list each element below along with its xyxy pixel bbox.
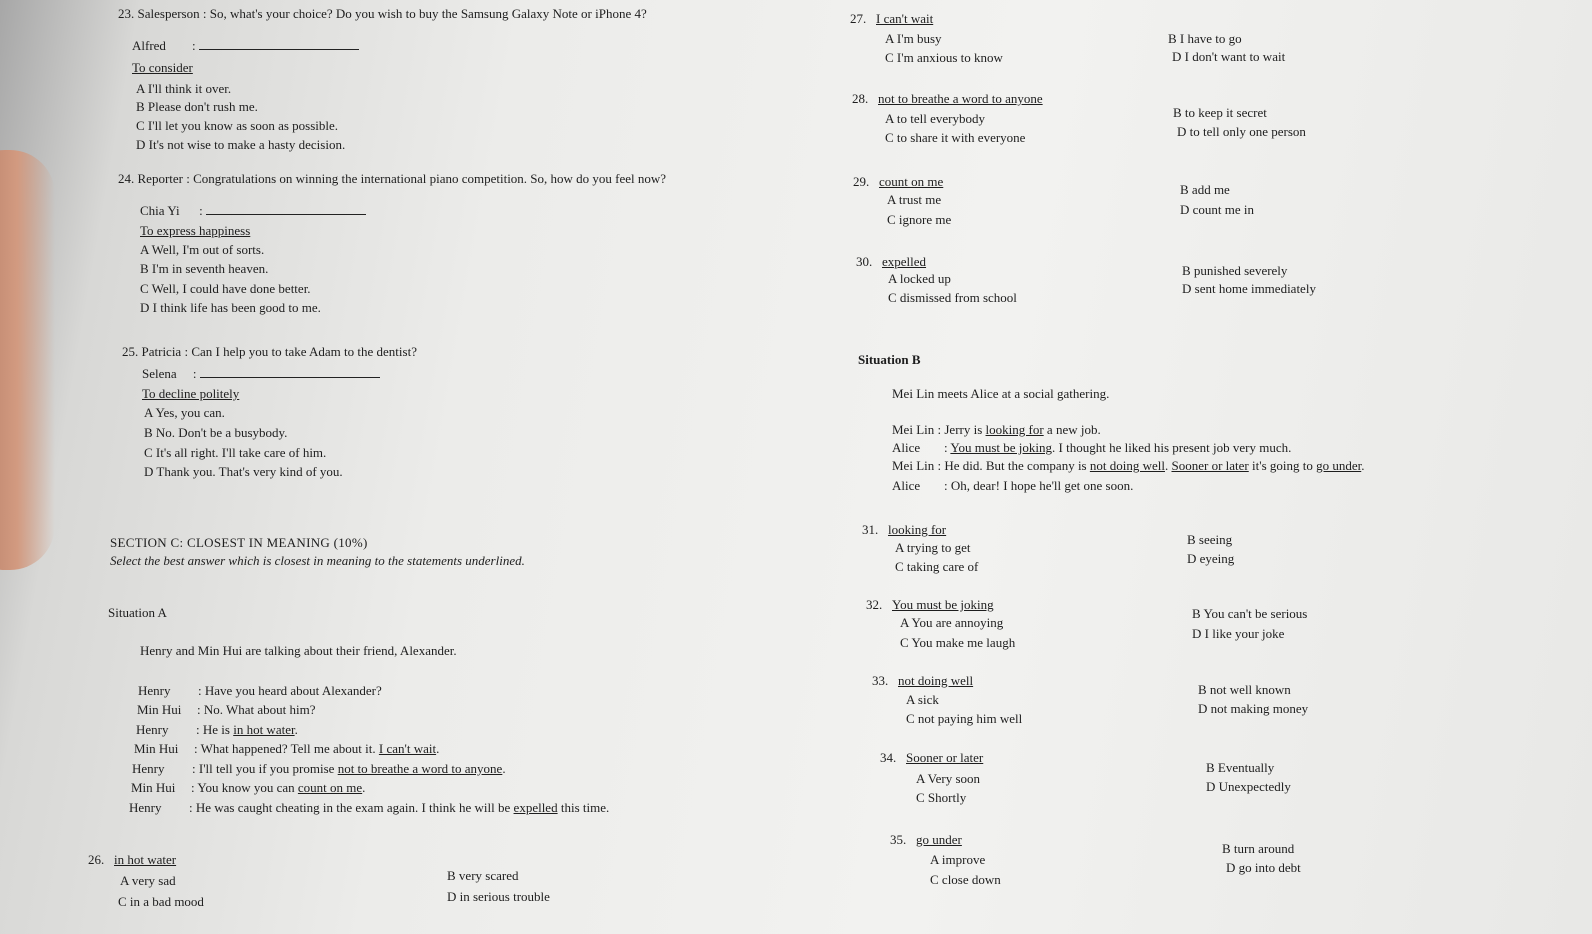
q24-option-d: D I think life has been good to me.	[140, 300, 321, 315]
q28-option-a: A to tell everybody	[885, 111, 986, 126]
q34-stem: 34. Sooner or later	[880, 750, 984, 765]
q25-option-d: D Thank you. That's very kind of you.	[144, 464, 343, 479]
situation-a-title: Situation A	[108, 605, 167, 620]
situation-b-line-1: Mei Lin : Jerry is looking for a new job.	[892, 422, 1101, 437]
q26-stem: 26. in hot water	[88, 852, 177, 867]
q28-option-b: B to keep it secret	[1173, 105, 1267, 120]
q29-stem: 29. count on me	[853, 174, 944, 189]
q31-option-c: C taking care of	[895, 559, 979, 574]
q31-stem: 31. looking for	[862, 522, 947, 537]
q25-option-c: C It's all right. I'll take care of him.	[144, 445, 327, 460]
q24-answer-line: Chia Yi :	[140, 203, 366, 218]
q28-stem: 28. not to breathe a word to anyone	[852, 91, 1043, 106]
q24-task: To express happiness	[140, 223, 251, 238]
q27-option-b: B I have to go	[1168, 31, 1242, 46]
q34-option-d: D Unexpectedly	[1206, 779, 1291, 794]
q28-option-c: C to share it with everyone	[885, 130, 1026, 145]
q32-option-d: D I like your joke	[1192, 626, 1285, 641]
q23-option-a: A I'll think it over.	[136, 81, 232, 96]
q33-option-d: D not making money	[1198, 701, 1309, 716]
q27-stem: 27. I can't wait	[850, 11, 934, 26]
q26-option-d: D in serious trouble	[447, 889, 550, 904]
q29-option-d: D count me in	[1180, 202, 1255, 217]
q30-option-a: A locked up	[888, 271, 951, 286]
situation-b-line-2: Alice : You must be joking. I thought he liked his present job very much.	[892, 440, 1292, 455]
q35-option-c: C close down	[930, 872, 1001, 887]
situation-a-intro: Henry and Min Hui are talking about their friend, Alexander.	[140, 643, 457, 658]
q31-option-a: A trying to get	[895, 540, 971, 555]
dialogue-line-5: Henry : I'll tell you if you promise not to breathe a word to anyone.	[132, 761, 506, 776]
q25-answer-line: Selena :	[142, 366, 380, 381]
q25-option-b: B No. Don't be a busybody.	[144, 425, 288, 440]
q31-option-b: B seeing	[1187, 532, 1233, 547]
q23-option-b: B Please don't rush me.	[136, 99, 258, 114]
q23-option-d: D It's not wise to make a hasty decision.	[136, 137, 346, 152]
q34-option-b: B Eventually	[1206, 760, 1275, 775]
q32-option-b: B You can't be serious	[1192, 606, 1308, 621]
q29-option-c: C ignore me	[887, 212, 952, 227]
situation-b-line-4: Alice : Oh, dear! I hope he'll get one soon.	[892, 478, 1134, 493]
q35-option-a: A improve	[930, 852, 986, 867]
q28-option-d: D to tell only one person	[1177, 124, 1306, 139]
dialogue-line-4: Min Hui : What happened? Tell me about it. I can't wait.	[134, 741, 440, 756]
q35-option-b: B turn around	[1222, 841, 1295, 856]
section-c-instruction: Select the best answer which is closest in meaning to the statements underlined.	[110, 553, 525, 568]
dialogue-line-1: Henry : Have you heard about Alexander?	[138, 683, 382, 698]
q29-option-b: B add me	[1180, 182, 1230, 197]
q23-prompt: 23. Salesperson : So, what's your choice? Do you wish to buy the Samsung Galaxy Note or iPhone 4?	[118, 6, 647, 21]
q32-stem: 32. You must be joking	[866, 597, 994, 612]
dialogue-line-6: Min Hui : You know you can count on me.	[131, 780, 366, 795]
q32-option-a: A You are annoying	[900, 615, 1004, 630]
q23-answer-line: Alfred :	[132, 38, 359, 53]
q30-option-d: D sent home immediately	[1182, 281, 1316, 296]
dialogue-line-2: Min Hui : No. What about him?	[137, 702, 316, 717]
q30-option-b: B punished severely	[1182, 263, 1288, 278]
q26-option-c: C in a bad mood	[118, 894, 204, 909]
q34-option-a: A Very soon	[916, 771, 981, 786]
section-c-title: SECTION C: CLOSEST IN MEANING (10%)	[110, 535, 368, 550]
q30-stem: 30. expelled	[856, 254, 927, 269]
q33-option-c: C not paying him well	[906, 711, 1023, 726]
q35-option-d: D go into debt	[1226, 860, 1301, 875]
thumb-shadow	[0, 150, 55, 570]
q25-task: To decline politely	[142, 386, 240, 401]
dialogue-line-7: Henry : He was caught cheating in the exam again. I think he will be expelled this time.	[129, 800, 610, 815]
q24-option-b: B I'm in seventh heaven.	[140, 261, 269, 276]
q32-option-c: C You make me laugh	[900, 635, 1016, 650]
q24-prompt: 24. Reporter : Congratulations on winning the international piano competition. So, how do you feel now?	[118, 171, 667, 186]
q29-option-a: A trust me	[887, 192, 942, 207]
situation-b-intro: Mei Lin meets Alice at a social gathering.	[892, 386, 1110, 401]
q27-option-d: D I don't want to wait	[1172, 49, 1286, 64]
q30-option-c: C dismissed from school	[888, 290, 1017, 305]
q26-option-b: B very scared	[447, 868, 519, 883]
q31-option-d: D eyeing	[1187, 551, 1235, 566]
q26-option-a: A very sad	[120, 873, 176, 888]
q24-option-a: A Well, I'm out of sorts.	[140, 242, 265, 257]
situation-b-line-3: Mei Lin : He did. But the company is not doing well. Sooner or later it's going to go under.	[892, 458, 1365, 473]
q34-option-c: C Shortly	[916, 790, 967, 805]
situation-b-title: Situation B	[858, 352, 921, 367]
q24-option-c: C Well, I could have done better.	[140, 281, 311, 296]
q33-stem: 33. not doing well	[872, 673, 974, 688]
q25-option-a: A Yes, you can.	[144, 405, 225, 420]
q33-option-a: A sick	[906, 692, 939, 707]
dialogue-line-3: Henry : He is in hot water.	[136, 722, 298, 737]
q27-option-c: C I'm anxious to know	[885, 50, 1003, 65]
q35-stem: 35. go under	[890, 832, 962, 847]
q23-task: To consider	[132, 60, 193, 75]
q33-option-b: B not well known	[1198, 682, 1291, 697]
q23-option-c: C I'll let you know as soon as possible.	[136, 118, 339, 133]
q27-option-a: A I'm busy	[885, 31, 942, 46]
q25-prompt: 25. Patricia : Can I help you to take Adam to the dentist?	[122, 344, 417, 359]
